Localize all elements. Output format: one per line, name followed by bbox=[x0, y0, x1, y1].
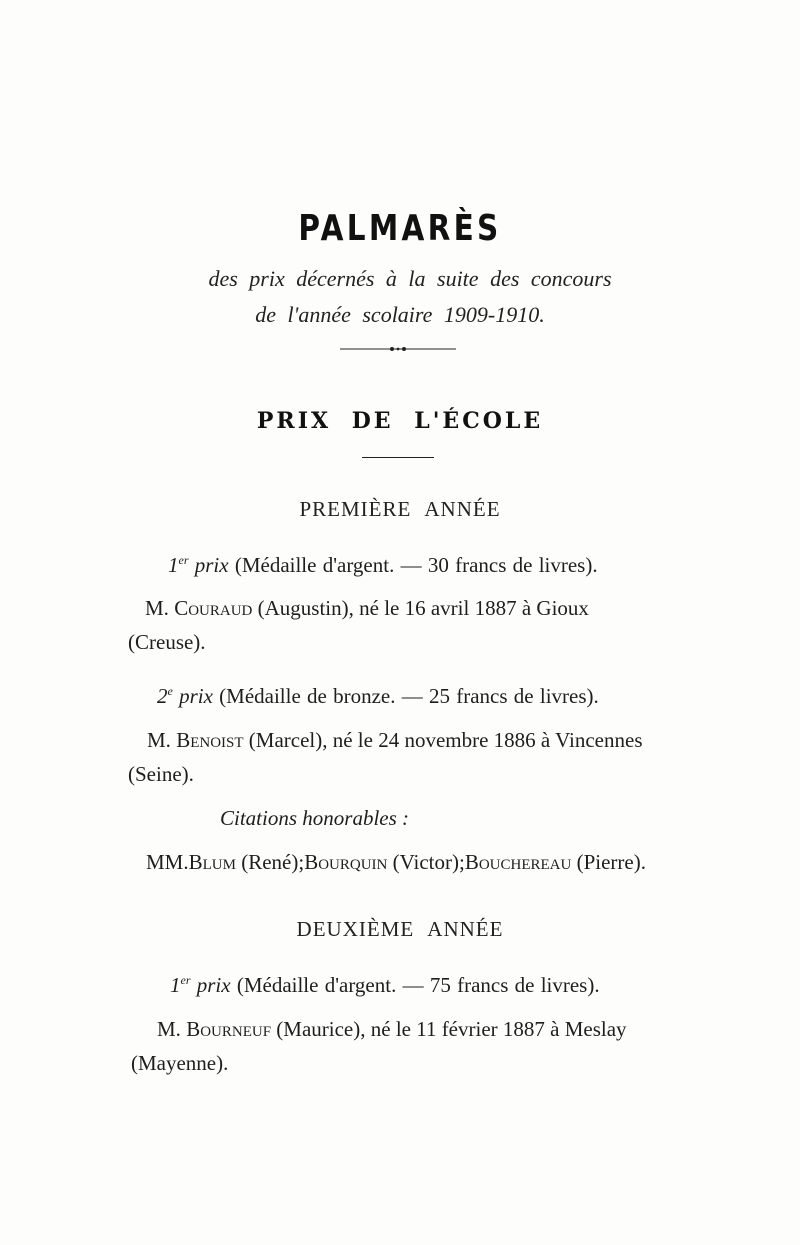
citation-name: Blum bbox=[188, 850, 236, 874]
winner-details: (Maurice), né le 11 février 1887 à Meslay bbox=[276, 1017, 627, 1041]
citations-list bbox=[146, 850, 646, 875]
section-title: PRIX DE L'ÉCOLE bbox=[256, 408, 544, 434]
prize-details: (Médaille d'argent. — 30 francs de livres). bbox=[234, 553, 598, 577]
section-rule bbox=[362, 457, 434, 458]
prize-rank: 1er bbox=[168, 553, 189, 577]
citations-label: Citations honorables : bbox=[220, 806, 410, 830]
prize-rank: 1er bbox=[170, 973, 191, 997]
page-title: PALMARÈS bbox=[298, 208, 502, 249]
second-year-heading: DEUXIÈME ANNÉE bbox=[296, 917, 504, 941]
second-year-prize-1 bbox=[170, 973, 600, 998]
citation-name: Bouchereau bbox=[464, 850, 572, 874]
first-year-prize-1 bbox=[168, 553, 598, 578]
citation-given: (Victor); bbox=[392, 850, 465, 874]
first-year-prize-2 bbox=[157, 684, 599, 709]
first-year-winner-2 bbox=[147, 728, 643, 753]
winner-title: M. bbox=[147, 728, 171, 752]
winner-title: M. bbox=[157, 1017, 181, 1041]
winner-surname: Benoist bbox=[176, 728, 244, 752]
winner-details: (Augustin), né le 16 avril 1887 à Gioux bbox=[257, 596, 589, 620]
subtitle-line-2: de l'année scolaire 1909-1910. bbox=[255, 302, 545, 327]
winner-surname: Couraud bbox=[174, 596, 253, 620]
prize-label: prix bbox=[194, 553, 229, 577]
winner-title: M. bbox=[145, 596, 169, 620]
first-year-heading: PREMIÈRE ANNÉE bbox=[299, 497, 501, 521]
subtitle-line-1: des prix décernés à la suite des concours bbox=[208, 266, 612, 291]
winner-details: (Marcel), né le 24 novembre 1886 à Vincennes bbox=[248, 728, 643, 752]
citation-given: (René); bbox=[241, 850, 305, 874]
second-year-winner-1 bbox=[157, 1017, 627, 1042]
prize-details: (Médaille d'argent. — 75 francs de livres). bbox=[236, 973, 600, 997]
citation-name: Bourquin bbox=[304, 850, 388, 874]
citation-given: (Pierre). bbox=[576, 850, 646, 874]
first-year-winner-2-continuation: (Seine). bbox=[128, 762, 194, 786]
first-year-winner-1-continuation: (Creuse). bbox=[128, 630, 206, 654]
winner-surname: Bourneuf bbox=[186, 1017, 272, 1041]
prize-rank: 2e bbox=[157, 684, 173, 708]
prize-details: (Médaille de bronze. — 25 francs de livres). bbox=[219, 684, 599, 708]
prize-label: prix bbox=[196, 973, 231, 997]
second-year-winner-1-continuation: (Mayenne). bbox=[131, 1051, 229, 1075]
ornament-divider bbox=[340, 343, 456, 355]
first-year-winner-1 bbox=[145, 596, 589, 621]
prize-label: prix bbox=[179, 684, 213, 708]
citations-prefix: MM. bbox=[146, 850, 189, 874]
